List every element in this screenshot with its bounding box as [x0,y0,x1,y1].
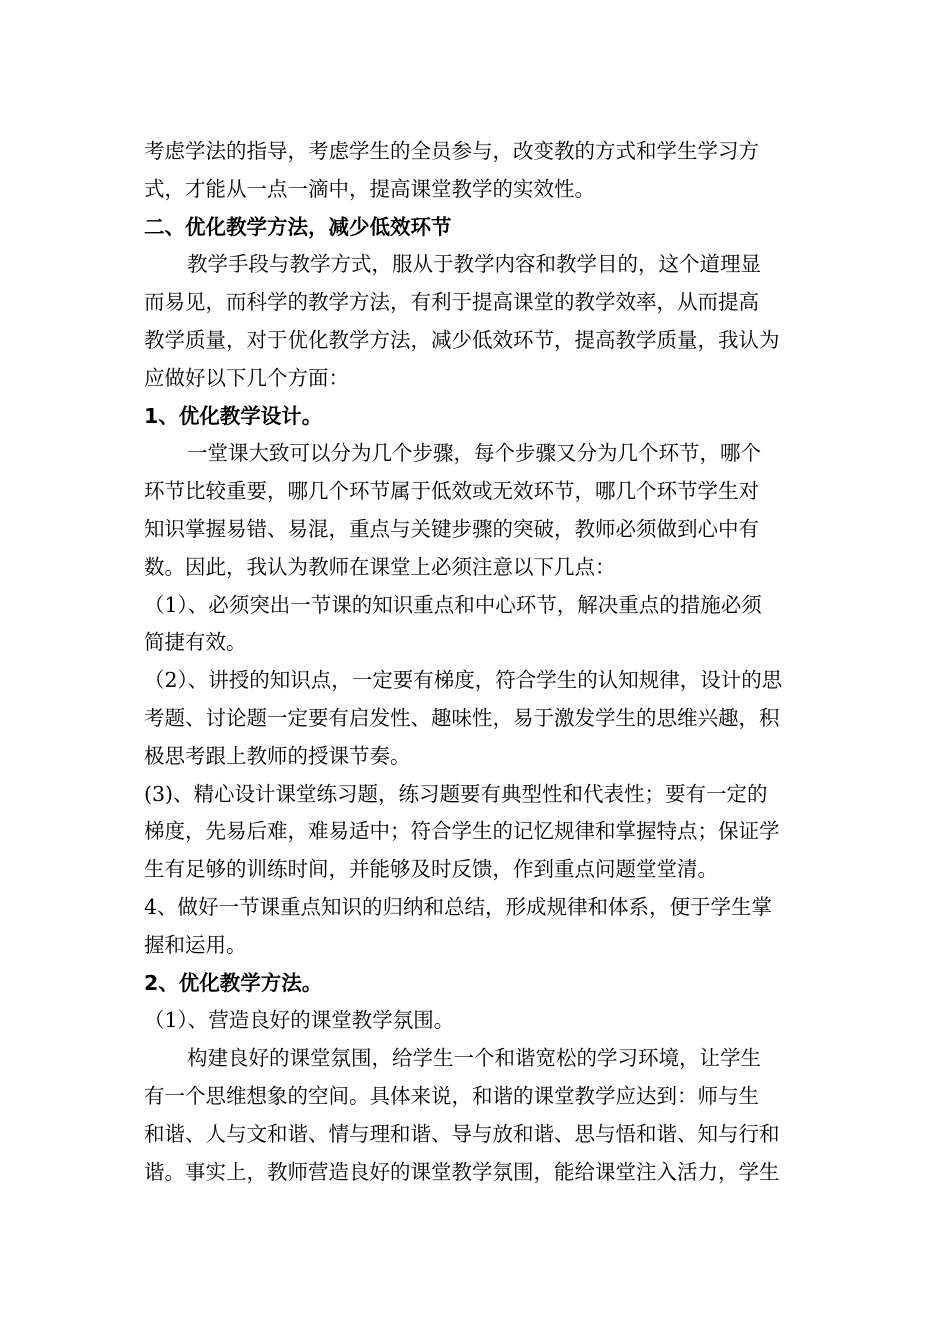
text-line: 握和运用。 [144,932,247,957]
text-line: 简捷有效。 [144,630,247,655]
section-heading: 二、优化教学方法，减少低效环节 [144,214,452,239]
subsection-heading: 1、优化教学设计。 [144,403,323,428]
text-line: 数。因此，我认为教师在课堂上必须注意以下几点： [144,554,616,579]
text-line: 式，才能从一点一滴中，提高课堂教学的实效性。 [144,176,595,201]
text-line: 有一个思维想象的空间。具体来说，和谐的课堂教学应达到：师与生 [144,1083,759,1108]
text-line: 极思考跟上教师的授课节奏。 [144,743,411,768]
text-line: 环节比较重要，哪几个环节属于低效或无效环节，哪几个环节学生对 [144,479,759,504]
text-line: 谐。事实上，教师营造良好的课堂教学氛围，能给课堂注入活力，学生 [144,1159,780,1184]
list-item-line: (3)、精心设计课堂练习题，练习题要有典型性和代表性；要有一定的 [144,781,768,806]
paragraph-start: 构建良好的课堂氛围，给学生一个和谐宽松的学习环境，让学生 [187,1046,761,1071]
text-line: 和谐、人与文和谐、情与理和谐、导与放和谐、思与悟和谐、知与行和 [144,1121,780,1146]
text-line: 而易见，而科学的教学方法，有利于提高课堂的教学效率，从而提高 [144,290,759,315]
text-line: 教学质量，对于优化教学方法，减少低效环节，提高教学质量，我认为 [144,327,780,352]
subsection-heading: 2、优化教学方法。 [144,970,323,995]
paragraph-start: 教学手段与教学方式，服从于教学内容和教学目的，这个道理显 [187,252,761,277]
text-line: 应做好以下几个方面： [144,365,349,390]
text-line: 知识掌握易错、易混，重点与关键步骤的突破，教师必须做到心中有 [144,516,759,541]
list-item-line: （1）、必须突出一节课的知识重点和中心环节，解决重点的措施必须 [144,592,762,617]
paragraph-start: 一堂课大致可以分为几个步骤，每个步骤又分为几个环节，哪个 [187,441,761,466]
text-line: 生有足够的训练时间，并能够及时反馈，作到重点问题堂堂清。 [144,857,718,882]
list-item-line: （1）、营造良好的课堂教学氛围。 [144,1008,455,1033]
list-item-line: （2）、讲授的知识点，一定要有梯度，符合学生的认知规律，设计的思 [144,668,783,693]
document-page [144,133,809,1191]
text-line: 考题、讨论题一定要有启发性、趣味性，易于激发学生的思维兴趣，积 [144,705,780,730]
list-item-line: 4、做好一节课重点知识的归纳和总结，形成规律和体系，便于学生掌 [144,894,773,919]
text-line: 梯度，先易后难，难易适中；符合学生的记忆规律和掌握特点；保证学 [144,819,780,844]
text-line: 考虑学法的指导，考虑学生的全员参与，改变教的方式和学生学习方 [144,139,759,163]
